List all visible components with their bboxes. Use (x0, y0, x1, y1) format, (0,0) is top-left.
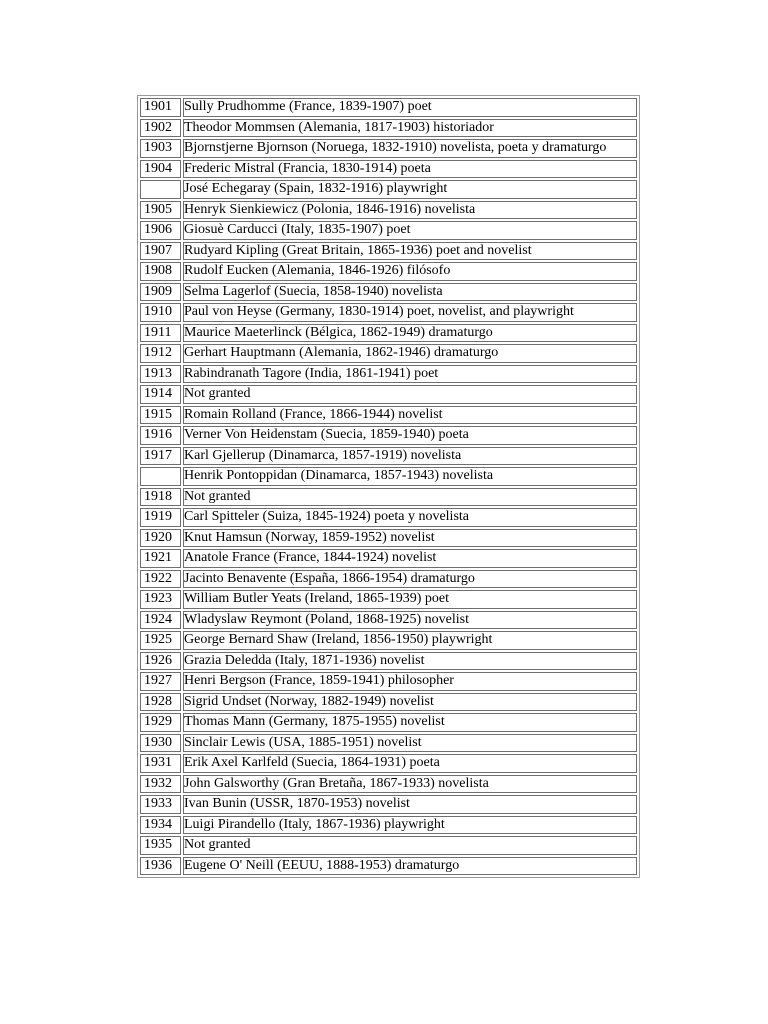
laureate-cell: Paul von Heyse (Germany, 1830-1914) poet, novelist, and playwright (183, 303, 637, 322)
table-row (140, 385, 637, 404)
laureate-cell: John Galsworthy (Gran Bretaña, 1867-1933) novelista (183, 775, 637, 794)
laureate-cell: Rabindranath Tagore (India, 1861-1941) poet (183, 365, 637, 384)
laureate-cell: Luigi Pirandello (Italy, 1867-1936) playwright (183, 816, 637, 835)
laureate-cell: José Echegaray (Spain, 1832-1916) playwright (183, 180, 637, 199)
year-cell: 1910 (140, 303, 181, 322)
laureate-cell: Rudolf Eucken (Alemania, 1846-1926) filósofo (183, 262, 637, 281)
table-row (140, 631, 637, 650)
table-row (140, 221, 637, 240)
year-cell: 1918 (140, 488, 181, 507)
year-cell: 1904 (140, 160, 181, 179)
laureate-cell: Ivan Bunin (USSR, 1870-1953) novelist (183, 795, 637, 814)
year-cell: 1925 (140, 631, 181, 650)
laureate-cell: Theodor Mommsen (Alemania, 1817-1903) historiador (183, 119, 637, 138)
laureate-cell: Rudyard Kipling (Great Britain, 1865-1936) poet and novelist (183, 242, 637, 261)
year-cell: 1924 (140, 611, 181, 630)
table-row (140, 201, 637, 220)
table-row (140, 549, 637, 568)
laureate-cell: George Bernard Shaw (Ireland, 1856-1950) playwright (183, 631, 637, 650)
laureate-cell: Giosuè Carducci (Italy, 1835-1907) poet (183, 221, 637, 240)
table-row (140, 652, 637, 671)
year-cell: 1932 (140, 775, 181, 794)
table-row (140, 672, 637, 691)
laureate-cell: Frederic Mistral (Francia, 1830-1914) poeta (183, 160, 637, 179)
year-cell: 1931 (140, 754, 181, 773)
laureate-cell: Thomas Mann (Germany, 1875-1955) novelist (183, 713, 637, 732)
year-cell: 1908 (140, 262, 181, 281)
laureate-cell: Sigrid Undset (Norway, 1882-1949) novelist (183, 693, 637, 712)
laureate-cell: Not granted (183, 488, 637, 507)
table-row (140, 344, 637, 363)
year-cell: 1933 (140, 795, 181, 814)
table-row (140, 508, 637, 527)
year-cell: 1907 (140, 242, 181, 261)
laureate-cell: Selma Lagerlof (Suecia, 1858-1940) novelista (183, 283, 637, 302)
laureate-cell: Gerhart Hauptmann (Alemania, 1862-1946) dramaturgo (183, 344, 637, 363)
year-cell: 1929 (140, 713, 181, 732)
table-row (140, 570, 637, 589)
table-row (140, 119, 637, 138)
table-row (140, 857, 637, 876)
table-row (140, 529, 637, 548)
table-row (140, 180, 637, 199)
laureate-cell: Romain Rolland (France, 1866-1944) novelist (183, 406, 637, 425)
table-body (140, 98, 637, 875)
laureate-cell: Sinclair Lewis (USA, 1885-1951) novelist (183, 734, 637, 753)
table-row (140, 139, 637, 158)
year-cell: 1906 (140, 221, 181, 240)
laureate-cell: Henryk Sienkiewicz (Polonia, 1846-1916) novelista (183, 201, 637, 220)
year-cell: 1917 (140, 447, 181, 466)
laureate-cell: Karl Gjellerup (Dinamarca, 1857-1919) novelista (183, 447, 637, 466)
table-row (140, 283, 637, 302)
year-cell: 1916 (140, 426, 181, 445)
laureate-cell: Eugene O' Neill (EEUU, 1888-1953) dramaturgo (183, 857, 637, 876)
table-row (140, 242, 637, 261)
year-cell: 1912 (140, 344, 181, 363)
year-cell: 1913 (140, 365, 181, 384)
laureate-cell: Verner Von Heidenstam (Suecia, 1859-1940) poeta (183, 426, 637, 445)
year-cell: 1911 (140, 324, 181, 343)
table-row (140, 754, 637, 773)
table-row (140, 467, 637, 486)
year-cell: 1928 (140, 693, 181, 712)
laureate-cell: Not granted (183, 385, 637, 404)
laureate-cell: Wladyslaw Reymont (Poland, 1868-1925) novelist (183, 611, 637, 630)
table-row (140, 693, 637, 712)
table-row (140, 734, 637, 753)
year-cell: 1903 (140, 139, 181, 158)
table-row (140, 303, 637, 322)
table-row (140, 795, 637, 814)
table-row (140, 447, 637, 466)
table-row (140, 611, 637, 630)
laureate-cell: Bjornstjerne Bjornson (Noruega, 1832-1910) novelista, poeta y dramaturgo (183, 139, 637, 158)
laureate-cell: Henri Bergson (France, 1859-1941) philosopher (183, 672, 637, 691)
table-row (140, 816, 637, 835)
year-cell: 1923 (140, 590, 181, 609)
laureate-cell: Erik Axel Karlfeld (Suecia, 1864-1931) poeta (183, 754, 637, 773)
laureate-cell: Maurice Maeterlinck (Bélgica, 1862-1949) dramaturgo (183, 324, 637, 343)
table-row (140, 590, 637, 609)
table-row (140, 836, 637, 855)
year-cell: 1926 (140, 652, 181, 671)
table-row (140, 406, 637, 425)
table-row (140, 488, 637, 507)
table-row (140, 775, 637, 794)
year-cell: 1934 (140, 816, 181, 835)
year-cell: 1905 (140, 201, 181, 220)
year-cell: 1936 (140, 857, 181, 876)
laureate-cell: William Butler Yeats (Ireland, 1865-1939) poet (183, 590, 637, 609)
laureate-cell: Henrik Pontoppidan (Dinamarca, 1857-1943) novelista (183, 467, 637, 486)
table-row (140, 160, 637, 179)
year-cell: 1922 (140, 570, 181, 589)
year-cell: 1914 (140, 385, 181, 404)
laureate-cell: Not granted (183, 836, 637, 855)
laureates-table (137, 95, 640, 878)
laureate-cell: Jacinto Benavente (España, 1866-1954) dramaturgo (183, 570, 637, 589)
year-cell: 1909 (140, 283, 181, 302)
year-cell: 1902 (140, 119, 181, 138)
laureate-cell: Anatole France (France, 1844-1924) novelist (183, 549, 637, 568)
year-cell: 1919 (140, 508, 181, 527)
laureate-cell: Knut Hamsun (Norway, 1859-1952) novelist (183, 529, 637, 548)
table-row (140, 262, 637, 281)
year-cell: 1920 (140, 529, 181, 548)
table-row (140, 324, 637, 343)
year-cell: 1930 (140, 734, 181, 753)
laureate-cell: Sully Prudhomme (France, 1839-1907) poet (183, 98, 637, 117)
year-cell (140, 467, 181, 486)
year-cell: 1921 (140, 549, 181, 568)
year-cell: 1901 (140, 98, 181, 117)
year-cell: 1915 (140, 406, 181, 425)
year-cell (140, 180, 181, 199)
table-row (140, 365, 637, 384)
laureate-cell: Grazia Deledda (Italy, 1871-1936) novelist (183, 652, 637, 671)
table-row (140, 713, 637, 732)
year-cell: 1927 (140, 672, 181, 691)
table-row (140, 98, 637, 117)
table-row (140, 426, 637, 445)
laureate-cell: Carl Spitteler (Suiza, 1845-1924) poeta y novelista (183, 508, 637, 527)
year-cell: 1935 (140, 836, 181, 855)
